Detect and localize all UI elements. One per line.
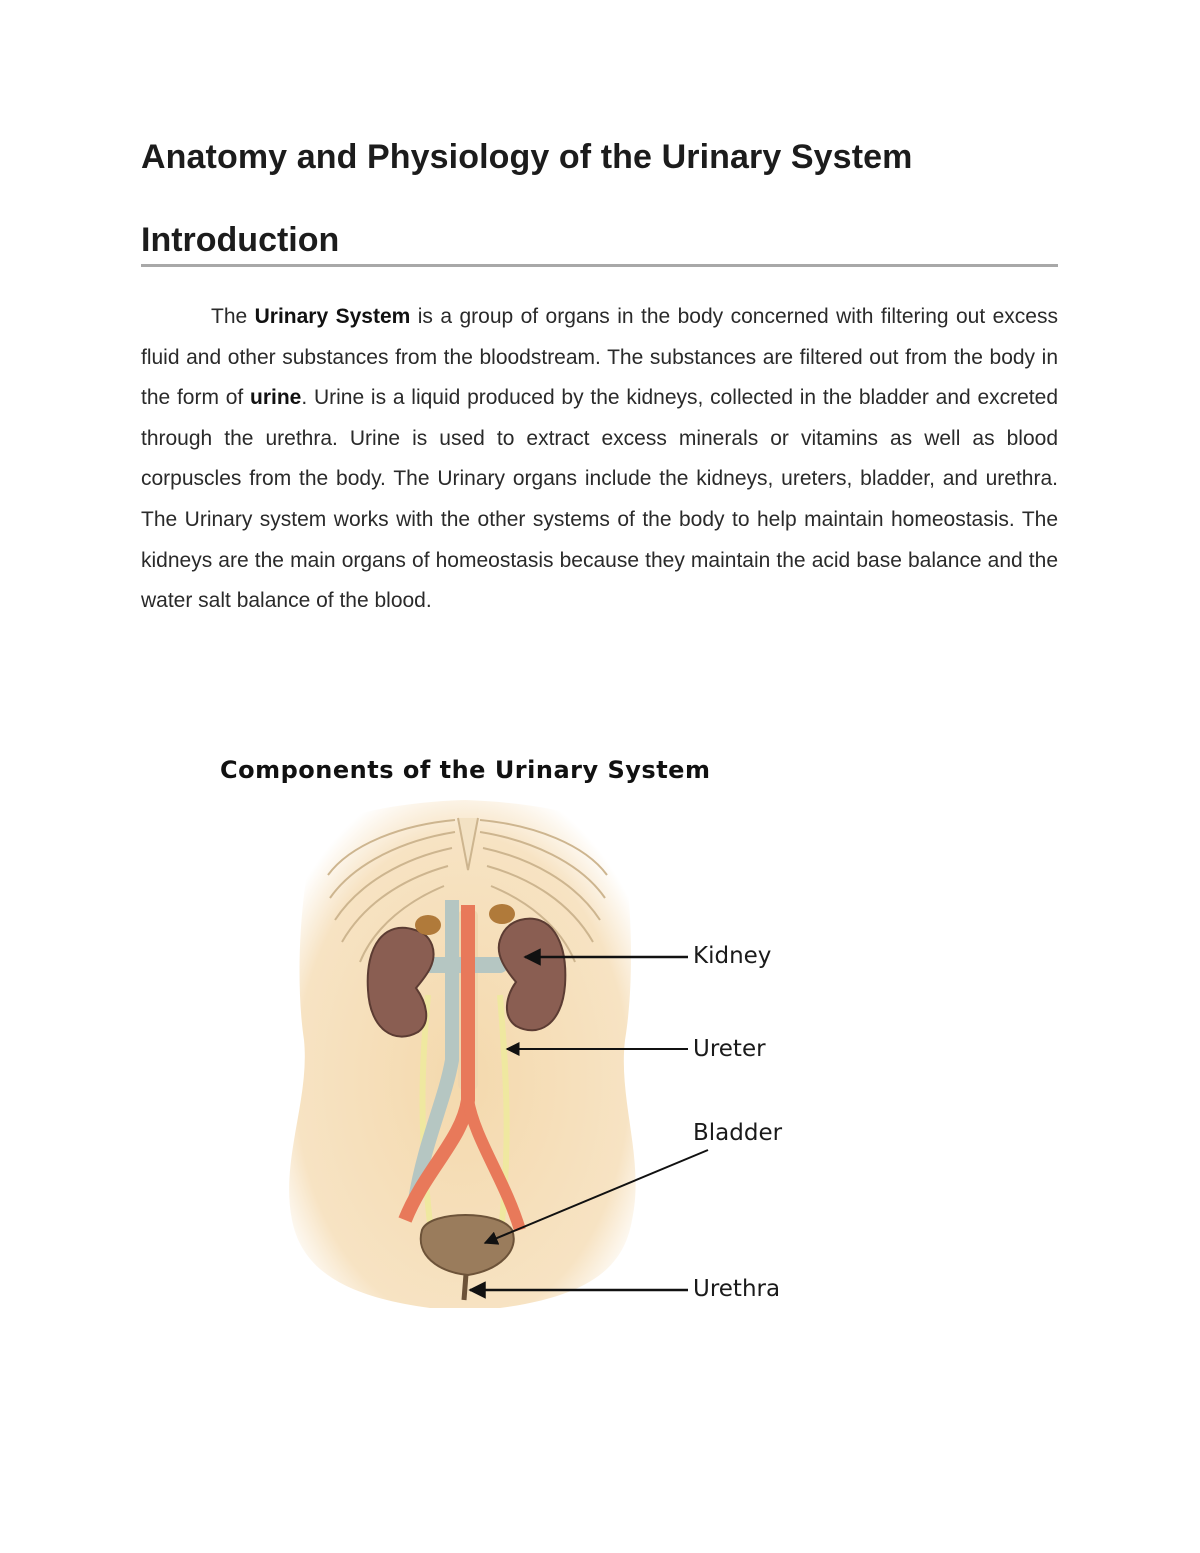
intro-bold-urine: urine xyxy=(250,386,302,410)
urethra xyxy=(464,1274,466,1300)
urinary-system-figure xyxy=(200,740,840,1340)
intro-text-3: . Urine is a liquid produced by the kidneys, collected in the bladder and excreted through the urethra. Urine is used to extract excess minerals or vitamins as well as blood corpuscles from the body. The Urinary organs include the kidneys, ureters, bladder, and urethra. The Urinary system works with the other systems of the body to help maintain homeostasis. The kidneys are the main organs of homeostasis because they maintain the acid base balance and the water salt balance of the blood. xyxy=(141,386,1058,613)
label-ureter: Ureter xyxy=(693,1036,766,1062)
intro-text-2: is a group of organs in the body concerned with filtering out excess fluid and other substances from the bloodstream. The substances are filtered out from the body in the form of xyxy=(141,305,1058,410)
label-kidney: Kidney xyxy=(693,943,772,969)
adrenal-gland-right xyxy=(489,904,515,924)
page-title: Anatomy and Physiology of the Urinary System xyxy=(141,138,913,176)
adrenal-gland-left xyxy=(415,915,441,935)
heading-underline xyxy=(141,264,1058,267)
label-urethra: Urethra xyxy=(693,1276,781,1302)
intro-text-1: The xyxy=(211,305,255,328)
label-bladder: Bladder xyxy=(693,1120,783,1146)
figure-title: Components of the Urinary System xyxy=(220,756,711,784)
section-heading-introduction: Introduction xyxy=(141,221,340,259)
intro-paragraph xyxy=(141,297,1058,622)
intro-bold-urinary-system: Urinary System xyxy=(254,305,411,328)
